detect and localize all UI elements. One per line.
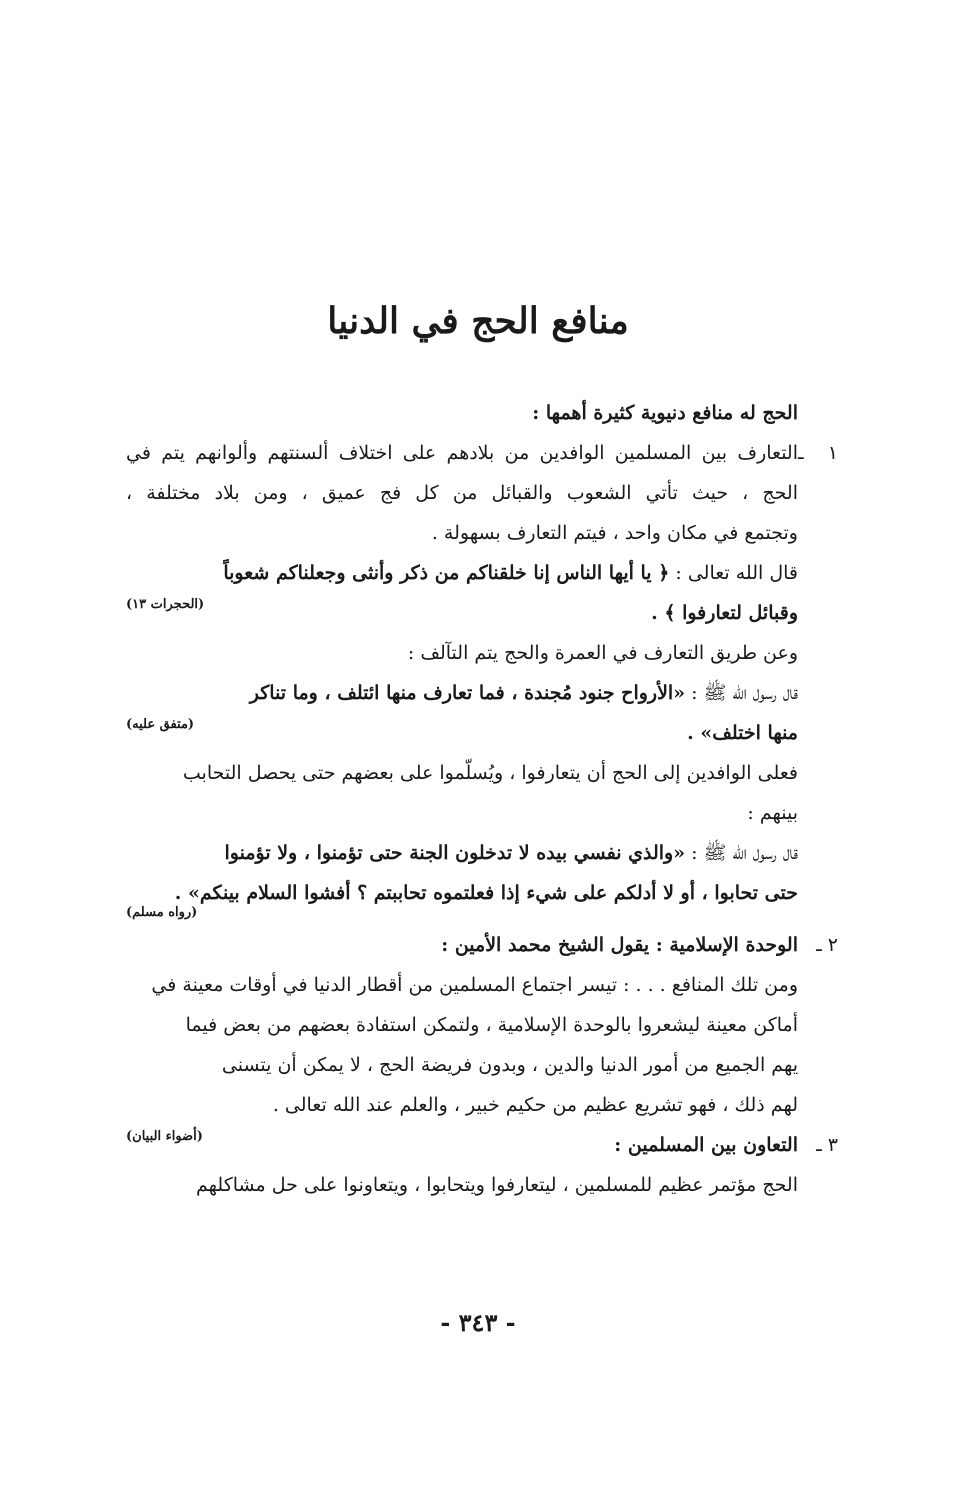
hadith-2-line-1: قال رسول الله ﷺ : «والذي نفسي بيده لا تدخلون الجنة حتى تؤمنوا ، ولا تؤمنوا	[224, 842, 798, 864]
hadith-2-reference: (رواه مسلم)	[126, 905, 198, 920]
section-1-line-2: الحج ، حيث تأتي الشعوب والقبائل من كل فج عميق ، ومن بلاد مختلفة ،	[126, 482, 798, 504]
section-2-line-3: يهم الجميع من أمور الدنيا والدين ، وبدون فريضة الحج ، لا يمكن أن يتسنى	[221, 1054, 798, 1076]
section-2-line-4: لهم ذلك ، فهو تشريع عظيم من حكيم خبير ، والعلم عند الله تعالى .	[272, 1094, 798, 1116]
section-1-line-1: ١ ـالتعارف بين المسلمين الوافدين من بلادهم على اختلاف ألسنتهم وألوانهم يتم في	[126, 433, 838, 473]
quran-verse-line-1: قال الله تعالى : ﴿ يا أيها الناس إنا خلقناكم من ذكر وأنثى وجعلناكم شعوباً	[223, 562, 798, 584]
intro-line: الحج له منافع دنيوية كثيرة أهمها :	[532, 402, 798, 424]
hadith-1-line-2: منها اختلف» . (متفق عليه)	[126, 717, 798, 744]
quran-verse-line-2: وقبائل لتعارفوا ﴾ . (الحجرات ١٣)	[126, 597, 798, 624]
section-1-line-6: بينهم :	[747, 802, 798, 824]
section-2-heading: ٢ ـالوحدة الإسلامية : يقول الشيخ محمد الأمين :	[126, 925, 838, 965]
hadith-1-text: «الأرواح جنود مُجندة ، فما تعارف منها ائتلف ، وما تناكر	[249, 682, 686, 704]
page-body	[126, 393, 838, 1205]
section-2-line-2: أماكن معينة ليشعروا بالوحدة الإسلامية ، ولتمكن استفادة بعضهم من بعض فيما	[185, 1014, 798, 1036]
hadith-1-reference: (متفق عليه)	[126, 717, 195, 732]
section-3-number: ٣ ـ	[816, 1134, 838, 1156]
section-3-line-1: الحج مؤتمر عظيم للمسلمين ، ليتعارفوا ويتحابوا ، ويتعاونوا على حل مشاكلهم	[196, 1174, 798, 1196]
page-number: - ٣٤٣ -	[440, 1308, 516, 1337]
section-1-line-4: وعن طريق التعارف في العمرة والحج يتم التآلف :	[407, 642, 798, 664]
section-2-number: ٢ ـ	[816, 934, 838, 956]
section-1-line-3: وتجتمع في مكان واحد ، فيتم التعارف بسهولة .	[431, 522, 798, 544]
section-1-line-5: فعلى الوافدين إلى الحج أن يتعارفوا ، ويُسلّموا على بعضهم حتى يحصل التحابب	[182, 762, 798, 784]
page-title: منافع الحج في الدنيا	[327, 300, 629, 342]
quran-verse-text: ﴿ يا أيها الناس إنا خلقناكم من ذكر وأنثى وجعلناكم شعوباً	[223, 562, 670, 584]
section-2-reference: (أضواء البيان)	[126, 1129, 203, 1144]
hadith-1-line-1: قال رسول الله ﷺ : «الأرواح جنود مُجندة ، فما تعارف منها ائتلف ، وما تناكر	[249, 682, 798, 704]
section-1-number: ١ ـ	[798, 442, 838, 464]
quran-reference: (الحجرات ١٣)	[126, 597, 205, 612]
hadith-2-text: «والذي نفسي بيده لا تدخلون الجنة حتى تؤمنوا ، ولا تؤمنوا	[224, 842, 686, 864]
section-2-line-1: ومن تلك المنافع . . . : تيسر اجتماع المسلمين من أقطار الدنيا في أوقات معينة في	[151, 974, 798, 996]
hadith-2-line-2: حتى تحابوا ، أو لا أدلكم على شيء إذا فعلتموه تحاببتم ؟ أفشوا السلام بينكم» .	[174, 882, 798, 904]
section-3-heading: ٣ ـالتعاون بين المسلمين : (أضواء البيان)	[126, 1125, 838, 1165]
